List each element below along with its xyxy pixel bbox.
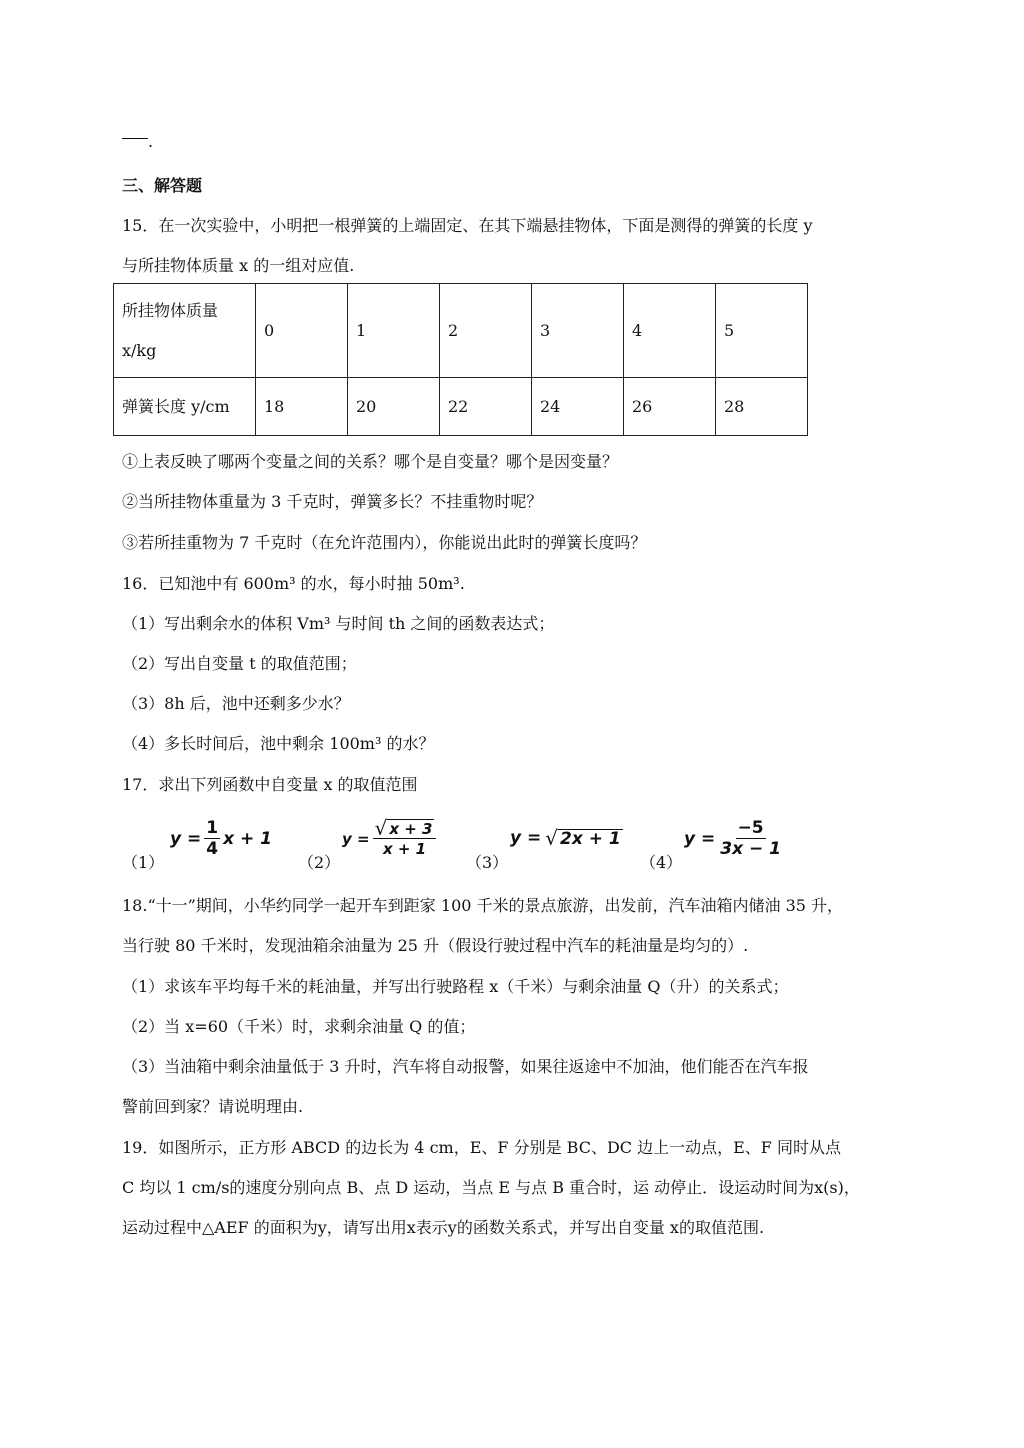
q15-sub1: ①上表反映了哪两个变量之间的关系？哪个是自变量？哪个是因变量？ [122,452,619,471]
header-line: 所挂物体质量 [122,300,219,320]
q16-sub1: （1）写出剩余水的体积 Vm³ 与时间 th 之间的函数表达式； [122,614,555,633]
table-cell: 3 [532,284,624,378]
table-header-length: 弹簧长度 y/cm [114,378,256,436]
q17-label-3: （3） [466,853,509,872]
q17-formula-2 [342,818,439,859]
fraction-numerator [373,818,437,839]
formula-rest: x + 1 [223,828,272,849]
q17-formula-3 [510,828,623,848]
header-line: x/kg [122,340,157,360]
q15-stem-line2: 与所挂物体质量 x 的一组对应值. [122,256,355,275]
table-cell: 18 [256,378,348,436]
fraction [204,818,220,859]
table-row [114,284,808,378]
q17-label-1: （1） [122,853,165,872]
q18-sub3-line2: 警前回到家？请说明理由. [122,1097,304,1116]
q17-stem: 17．求出下列函数中自变量 x 的取值范围 [122,775,418,794]
formula-lhs: y = [684,828,716,849]
q15-sub3: ③若所挂重物为 7 千克时（在允许范围内），你能说出此时的弹簧长度吗？ [122,533,647,552]
q18-sub2: （2）当 x=60（千米）时，求剩余油量 Q 的值； [122,1017,476,1036]
fraction [718,818,783,859]
q17-formula-1 [170,818,272,859]
q19-stem-line3: 运动过程中△AEF 的面积为y，请写出用x表示y的函数关系式，并写出自变量 x的取值范围. [122,1218,765,1237]
table-cell: 20 [348,378,440,436]
table-cell: 26 [624,378,716,436]
q17-formula-4 [684,818,786,859]
fill-blank-line [122,138,148,139]
table-cell: 1 [348,284,440,378]
blank-period: . [148,132,154,151]
fraction-denominator: x + 1 [382,840,427,858]
sqrt-icon: √ [545,826,558,850]
q18-sub3-line1: （3）当油箱中剩余油量低于 3 升时，汽车将自动报警，如果往返途中不加油，他们能否在汽车报 [122,1057,809,1076]
sqrt-icon: √ [374,816,388,840]
section-title: 三、解答题 [122,176,203,195]
fraction-numerator: 1 [206,818,219,838]
formula-lhs: y = [510,828,542,848]
formula-lhs: y = [342,829,370,848]
q17-label-4: （4） [640,853,683,872]
table-header-mass [114,284,256,378]
fraction-denominator: 3x − 1 [720,839,781,859]
q16-stem: 16．已知池中有 600m³ 的水，每小时抽 50m³. [122,574,465,593]
table-cell: 24 [532,378,624,436]
fraction [373,818,437,859]
fraction-numerator: −5 [737,818,764,838]
table-cell: 28 [716,378,808,436]
square-root [545,828,622,848]
table-cell: 5 [716,284,808,378]
table-cell: 4 [624,284,716,378]
table-cell: 22 [440,378,532,436]
q15-sub2: ②当所挂物体重量为 3 千克时，弹簧多长？不挂重物时呢？ [122,492,543,511]
q19-stem-line2: C 均以 1 cm/s的速度分别向点 B、点 D 运动，当点 E 与点 B 重合时，运 动停止．设运动时间为x(s)， [122,1178,860,1197]
q17-functions [122,816,802,872]
q19-stem-line1: 19．如图所示，正方形 ABCD 的边长为 4 cm，E、F 分别是 BC、DC 边上一动点，E、F 同时从点 [122,1138,841,1157]
table-row [114,378,808,436]
q18-stem-line1: 18.“十一”期间，小华约同学一起开车到距家 100 千米的景点旅游，出发前，汽车油箱内储油 35 升， [122,896,844,915]
q17-label-2: （2） [298,853,341,872]
q15-stem-line1: 15．在一次实验中，小明把一根弹簧的上端固定、在其下端悬挂物体，下面是测得的弹簧的长度 y [122,216,813,235]
formula-lhs: y = [170,828,202,849]
table-cell: 0 [256,284,348,378]
q16-sub2: （2）写出自变量 t 的取值范围； [122,654,357,673]
radicand: 2x + 1 [560,829,621,849]
q18-sub1: （1）求该车平均每千米的耗油量，并写出行驶路程 x（千米）与剩余油量 Q（升）的关系式； [122,977,789,996]
q16-sub3: （3）8h 后，池中还剩多少水？ [122,694,350,713]
radicand: x + 3 [389,820,433,838]
q15-data-table [113,283,808,436]
fraction-denominator: 4 [206,839,219,859]
q18-stem-line2: 当行驶 80 千米时，发现油箱余油量为 25 升（假设行驶过程中汽车的耗油量是均匀的）. [122,936,749,955]
table-cell: 2 [440,284,532,378]
q16-sub4: （4）多长时间后，池中剩余 100m³ 的水？ [122,734,435,753]
